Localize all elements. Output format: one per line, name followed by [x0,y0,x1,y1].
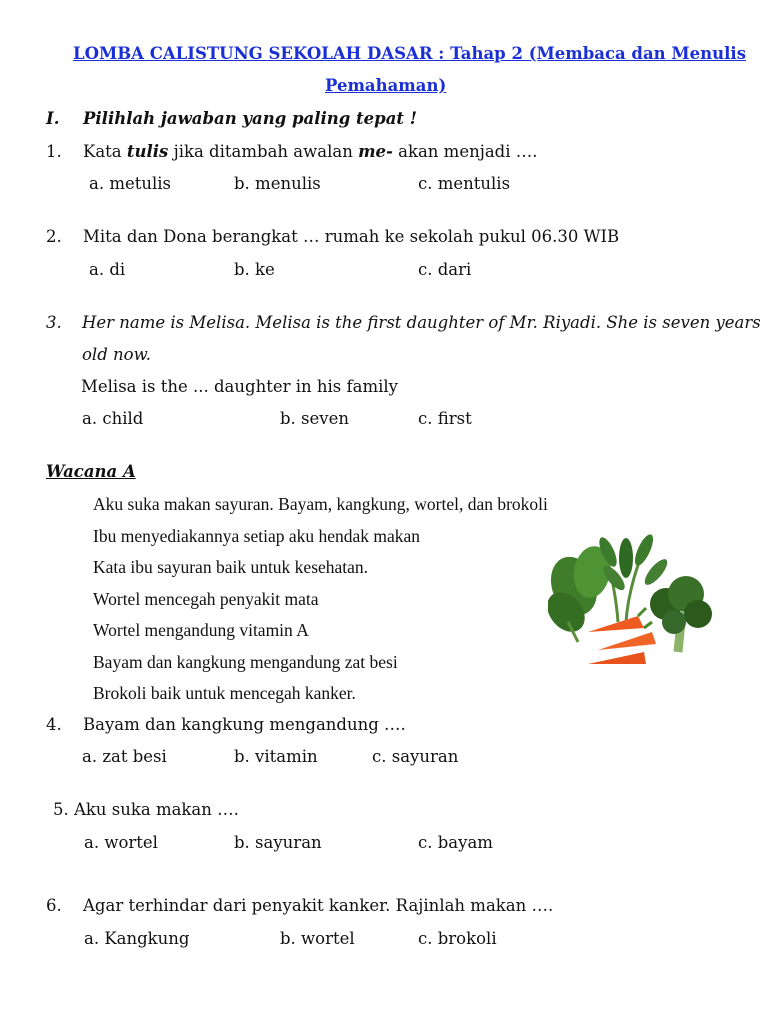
question-2-text: Mita dan Dona berangkat … rumah ke sekolah pukul 06.30 WIB [83,227,620,246]
broccoli-icon [650,576,712,652]
question-4-option-a: a. zat besi [82,747,167,766]
section-instruction: Pilihlah jawaban yang paling tepat ! [83,109,417,128]
question-1-number: 1. [46,142,62,161]
page-title-line-1: LOMBA CALISTUNG SEKOLAH DASAR : Tahap 2 (Membaca dan Menulis [73,44,746,63]
question-4-number: 4. [46,715,62,734]
question-3-passage-line-1: Her name is Melisa. Melisa is the first daughter of Mr. Riyadi. She is seven years [82,313,761,332]
question-2-option-a: a. di [89,260,126,279]
question-1-keyword-2: me- [358,142,393,161]
question-2-option-c: c. dari [418,260,472,279]
wacana-line-5: Wortel mengandung vitamin A [93,620,309,640]
question-1-option-b: b. menulis [234,174,321,193]
question-1-option-c: c. mentulis [418,174,511,193]
carrot-icon [588,608,656,664]
question-5-option-a: a. wortel [84,833,158,852]
question-4-option-c: c. sayuran [372,747,459,766]
question-3-option-a: a. child [82,409,144,428]
question-3-option-b: b. seven [280,409,349,428]
vegetables-image [548,532,714,672]
question-4-option-b: b. vitamin [234,747,318,766]
wacana-line-3: Kata ibu sayuran baik untuk kesehatan. [93,557,369,577]
question-2-number: 2. [46,227,62,246]
question-6-option-a: a. Kangkung [84,929,190,948]
wacana-line-7: Brokoli baik untuk mencegah kanker. [93,683,356,703]
question-1-option-a: a. metulis [89,174,172,193]
wacana-line-1: Aku suka makan sayuran. Bayam, kangkung, wortel, dan brokoli [93,494,548,514]
wacana-line-6: Bayam dan kangkung mengandung zat besi [93,652,398,672]
question-3-passage-line-2: old now. [82,345,151,364]
wacana-line-4: Wortel mencegah penyakit mata [93,589,319,609]
wacana-heading: Wacana A [46,462,136,481]
page-title-line-2: Pemahaman) [325,76,447,95]
question-5-option-b: b. sayuran [234,833,322,852]
question-3-option-c: c. first [418,409,472,428]
question-1-keyword-1: tulis [126,142,169,161]
question-1-text: Kata tulis jika ditambah awalan me- akan menjadi …. [83,142,538,161]
question-4-text: Bayam dan kangkung mengandung …. [83,715,406,734]
question-2-option-b: b. ke [234,260,275,279]
question-3-text: Melisa is the ... daughter in his family [81,377,398,396]
question-6-text: Agar terhindar dari penyakit kanker. Rajinlah makan …. [83,896,554,915]
wacana-line-2: Ibu menyediakannya setiap aku hendak makan [93,526,421,546]
question-5-option-c: c. bayam [418,833,493,852]
question-6-option-c: c. brokoli [418,929,497,948]
question-3-number: 3. [46,313,62,332]
question-6-number: 6. [46,896,62,915]
section-number: I. [46,109,60,128]
question-6-option-b: b. wortel [280,929,355,948]
question-5-text: 5. Aku suka makan …. [53,800,239,819]
